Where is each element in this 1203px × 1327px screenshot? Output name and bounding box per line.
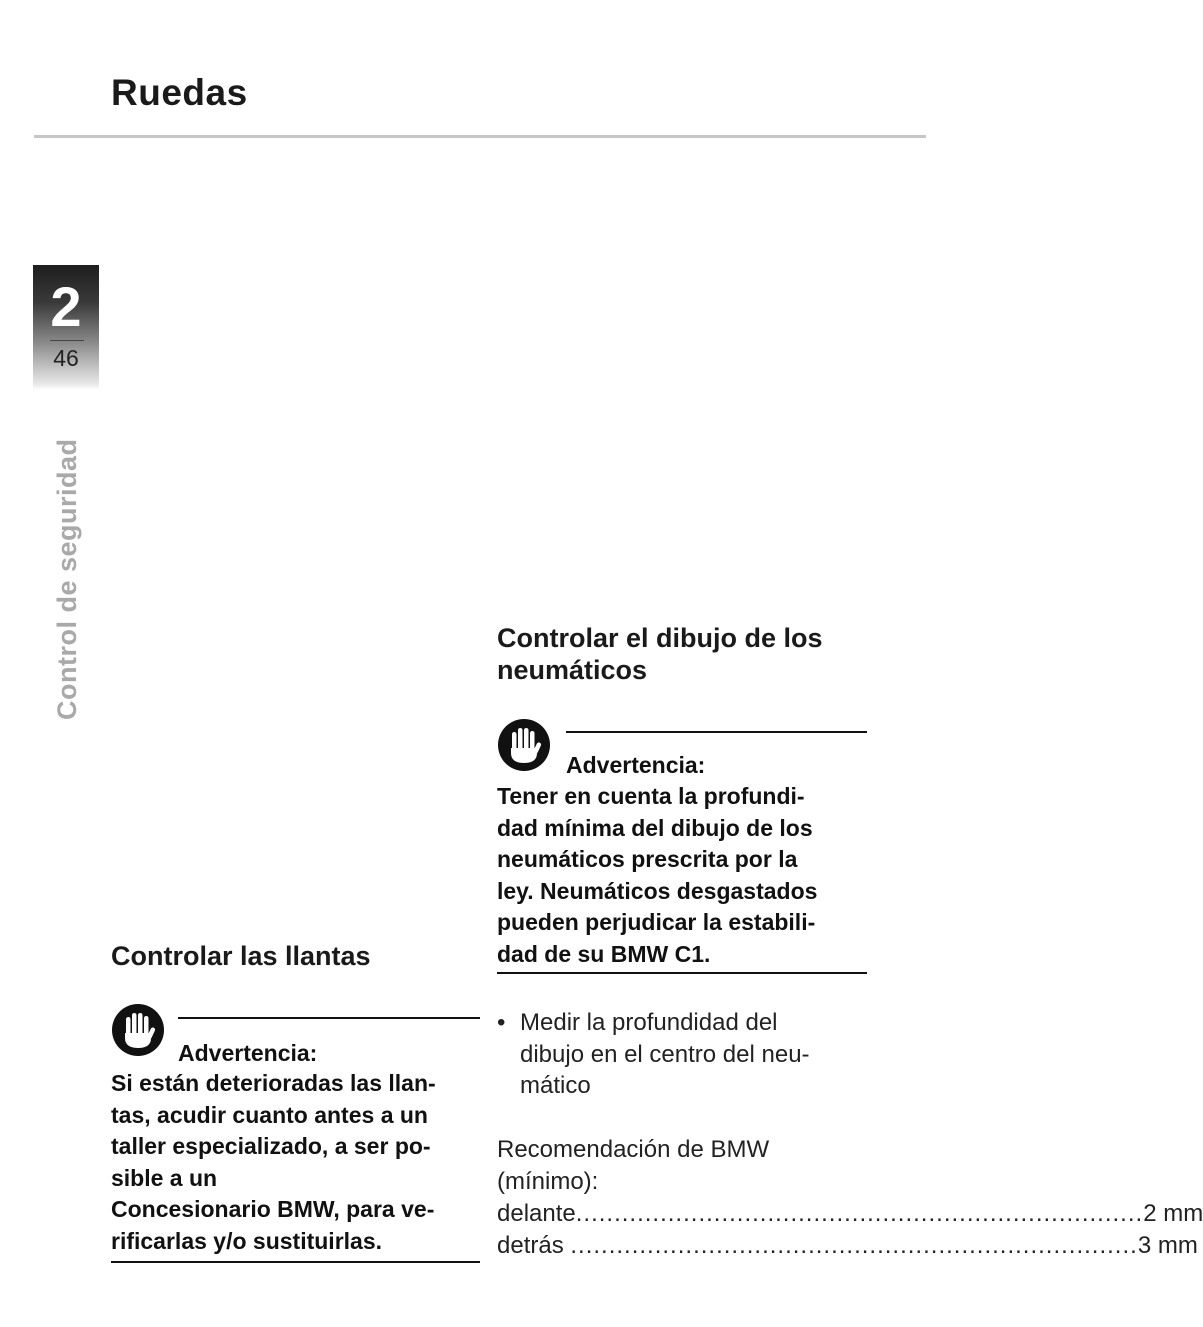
chapter-side-label: Control de seguridad <box>52 438 82 720</box>
warning-label: Advertencia: <box>566 752 706 778</box>
warning-text: Tener en cuenta la profundi- dad mínima del dibujo de los neumáticos prescrita por la ley. Neumáticos desgastados pueden perjudicar la estabili- dad de su BMW C1. <box>497 783 818 967</box>
spec-label: delante <box>497 1200 576 1227</box>
bullet-icon: • <box>497 1009 506 1036</box>
chapter-tab <box>33 265 99 390</box>
rims-heading: Controlar las llantas <box>111 941 371 971</box>
spec-value: 3 mm <box>1137 1232 1198 1259</box>
chapter-number: 2 <box>50 275 82 338</box>
page-title: Ruedas <box>111 72 248 113</box>
spec-label: detrás <box>497 1232 571 1259</box>
page-number: 46 <box>53 345 79 371</box>
warning-label: Advertencia: <box>178 1040 318 1066</box>
leader-dots: .......................................................................... <box>570 1232 1138 1259</box>
warning-rule-top <box>566 731 867 733</box>
leader-dots: .......................................................................... <box>575 1200 1144 1227</box>
stop-hand-icon <box>111 1003 165 1057</box>
recommendation-text: Recomendación de BMW (mínimo): <box>497 1136 770 1195</box>
tread-heading: Controlar el dibujo de los neumáticos <box>497 623 823 685</box>
header-divider <box>34 135 926 138</box>
warning-rule-bottom <box>111 1261 480 1263</box>
warning-rule-bottom <box>497 972 867 974</box>
spec-row-front <box>497 1198 1203 1230</box>
spec-value: 2 mm <box>1143 1200 1203 1227</box>
chapter-divider <box>50 340 84 341</box>
warning-rule-top <box>178 1017 480 1019</box>
spec-row-rear <box>497 1230 1198 1262</box>
stop-hand-icon <box>497 718 551 772</box>
warning-text: Si están deterioradas las llan- tas, acudir cuanto antes a un taller especializado, a ser po- sible a un Concesionario BMW, para ve- rificarlas y/o sustituirlas. <box>111 1070 436 1254</box>
